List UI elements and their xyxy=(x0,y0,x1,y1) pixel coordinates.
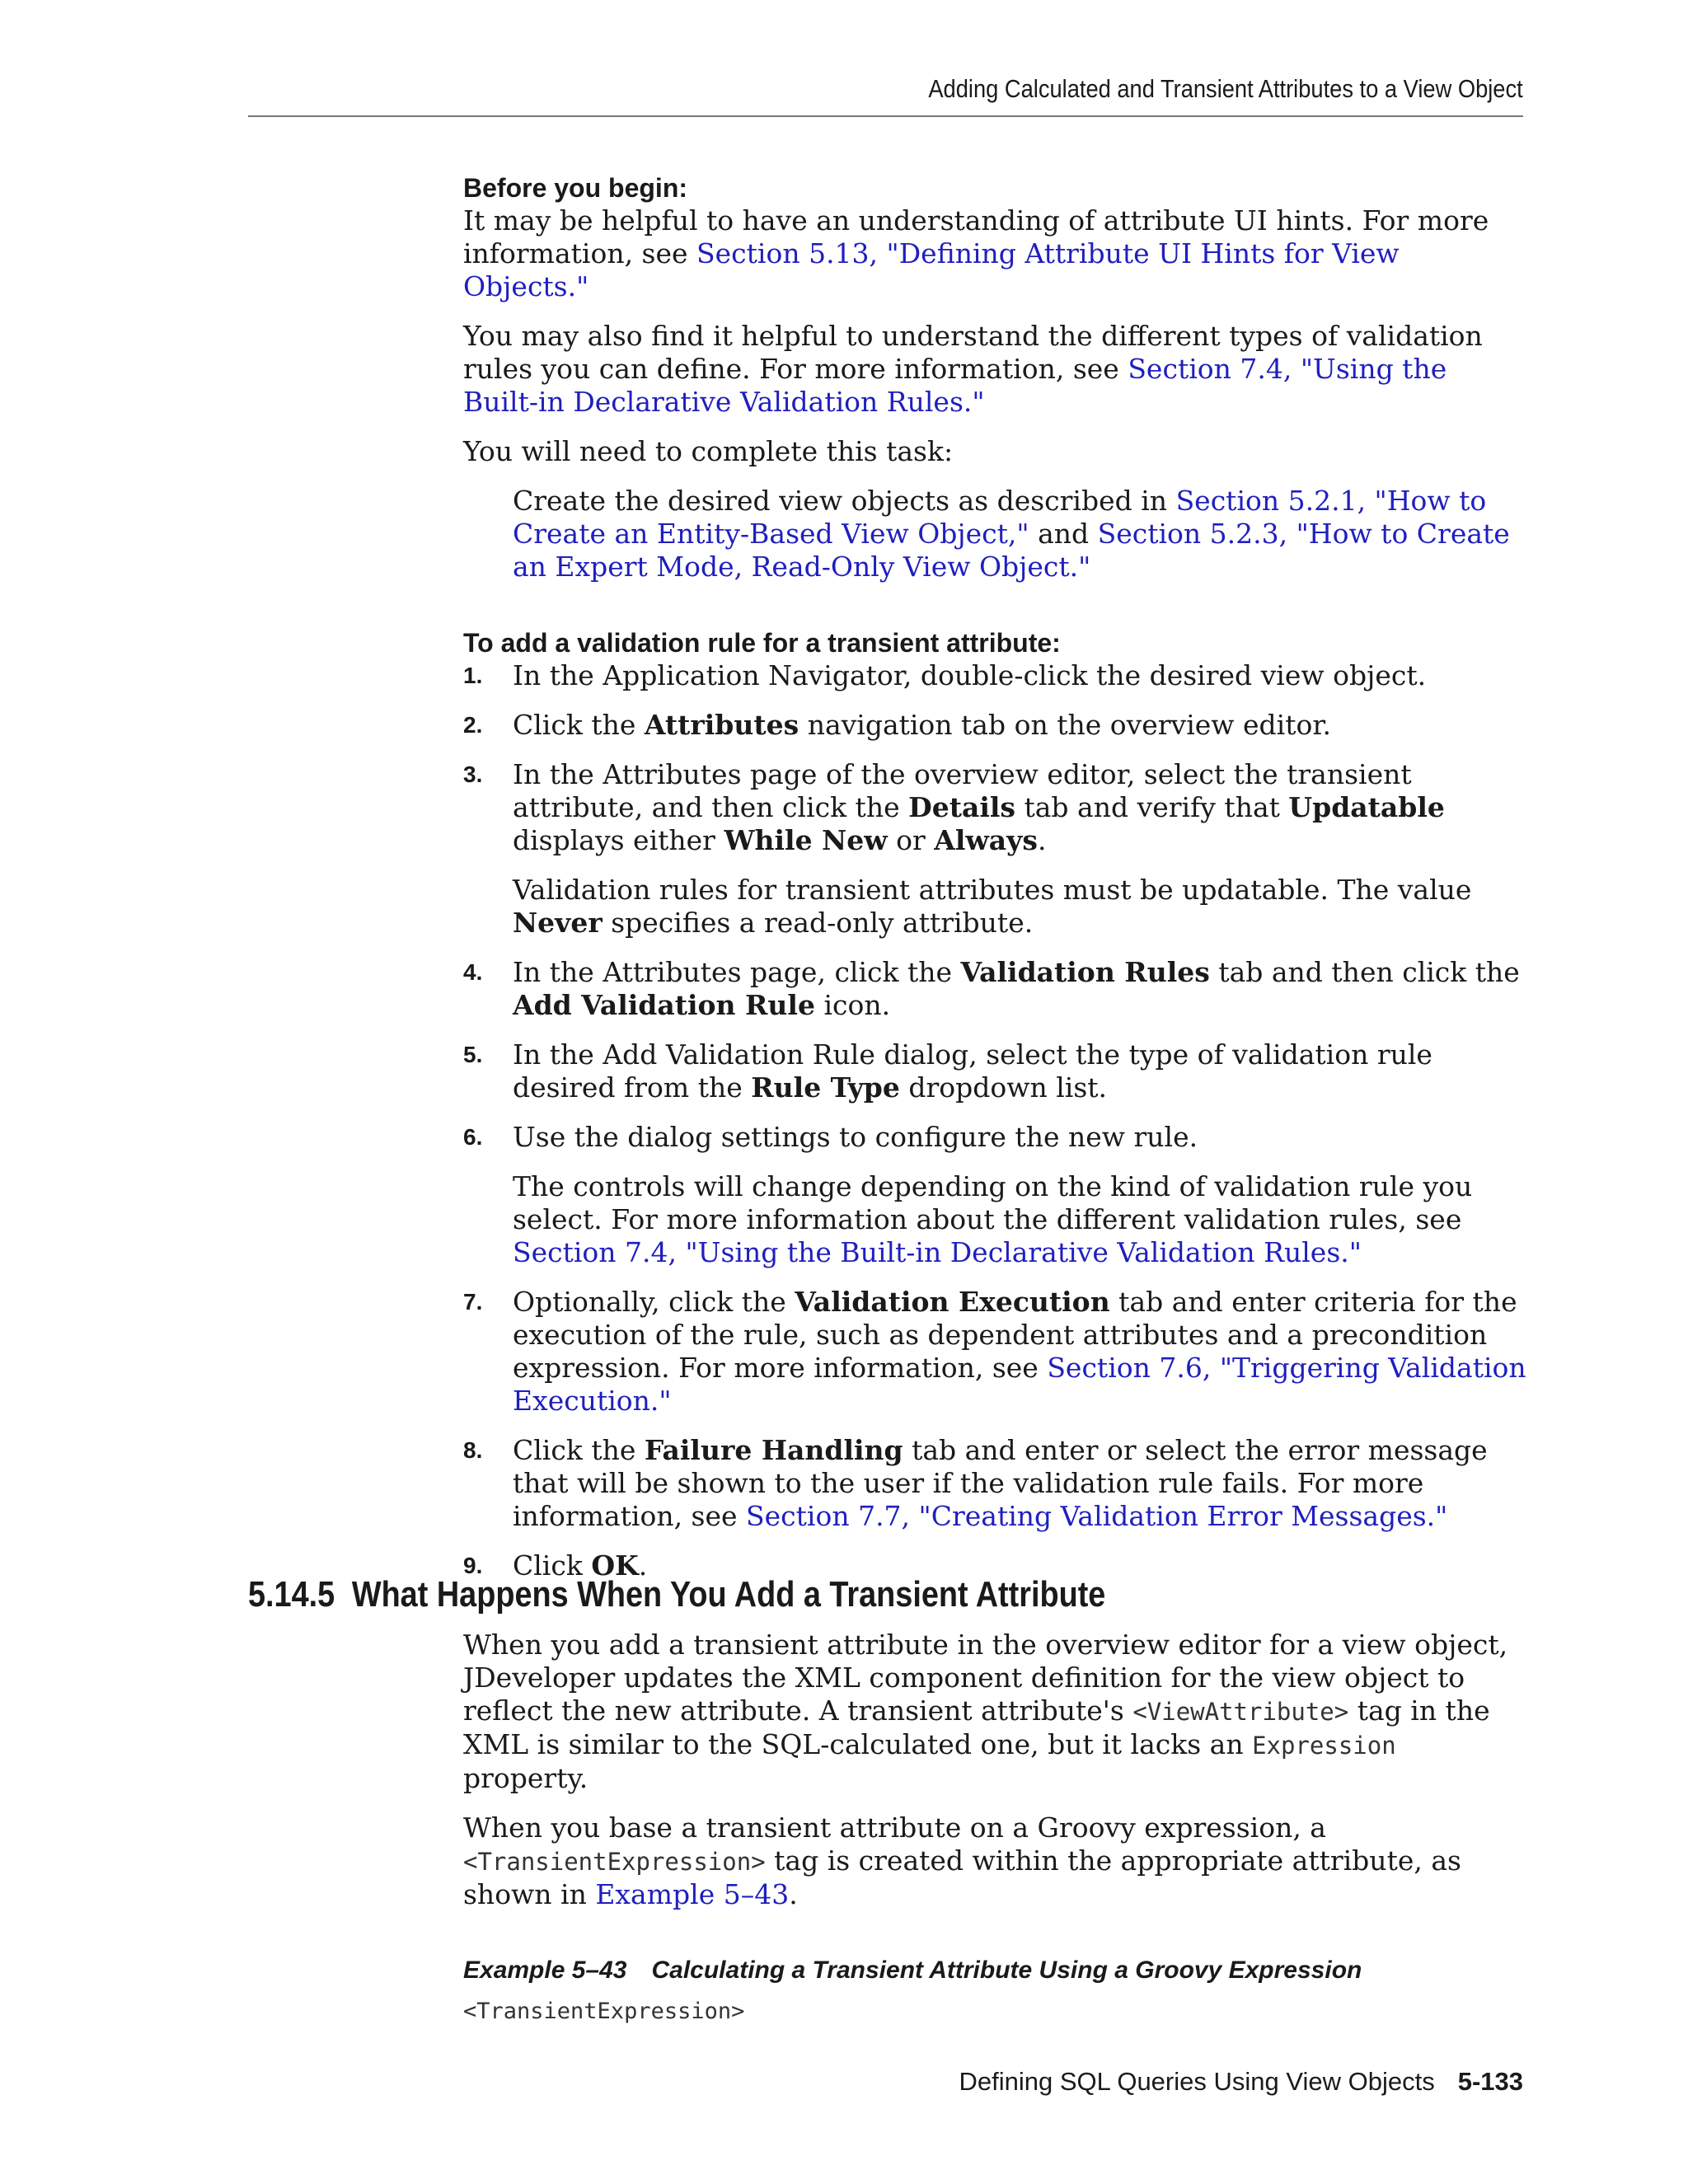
link-section-7-4[interactable]: Section 7.4, "Using the Built-in Declarative Validation Rules." xyxy=(463,353,1447,418)
text: specifies a read-only attribute. xyxy=(602,907,1034,939)
step-number: 5. xyxy=(463,1042,483,1067)
step-number: 6. xyxy=(463,1124,483,1150)
footer-title: Defining SQL Queries Using View Objects xyxy=(959,2067,1435,2096)
text: . xyxy=(1037,824,1047,856)
section-heading xyxy=(248,1574,1105,1615)
ui-term: Failure Handling xyxy=(644,1434,903,1466)
step-text xyxy=(513,1434,1526,1533)
link-section-5-2-3[interactable]: Section 5.2.3, "How to Create an Expert Mode, Read-Only View Object." xyxy=(513,518,1510,583)
link-section-7-7[interactable]: Section 7.7, "Creating Validation Error Messages." xyxy=(746,1500,1448,1532)
running-header: Adding Calculated and Transient Attributes to a View Object xyxy=(928,74,1523,103)
text: In the Attributes page, click the xyxy=(513,956,961,988)
before-p1-text: It may be helpful to have an understanding of attribute UI hints. For more information, see xyxy=(463,204,1489,269)
step-text xyxy=(513,758,1526,857)
text: When you add a transient attribute in the overview editor for a view object, JDeveloper updates the XML component definition for the view object to reflect the new attribute. A transient attribute's xyxy=(463,1629,1508,1727)
step-5 xyxy=(463,1038,1526,1104)
step-6 xyxy=(463,1121,1526,1269)
text: tab and then click the xyxy=(1209,956,1520,988)
code-term: Expression xyxy=(1252,1732,1396,1760)
step-7 xyxy=(463,1286,1526,1418)
ui-term: Add Validation Rule xyxy=(513,989,815,1021)
link-example-5-43[interactable]: Example 5–43 xyxy=(595,1878,790,1910)
step-8 xyxy=(463,1434,1526,1533)
text: tab and enter or select the error message that will be shown to the user if the validation rule fails. For more information, see xyxy=(513,1434,1488,1532)
section-paragraph-2 xyxy=(463,1811,1526,1911)
example-caption xyxy=(463,1954,1526,1987)
text: property. xyxy=(463,1762,588,1794)
header-rule xyxy=(248,115,1523,117)
ui-term: While New xyxy=(724,824,888,856)
text: In the Add Validation Rule dialog, select the type of validation rule desired from the xyxy=(513,1038,1432,1104)
code-term: <ViewAttribute> xyxy=(1132,1698,1349,1726)
step-number: 8. xyxy=(463,1437,483,1463)
task-paragraph xyxy=(513,485,1526,583)
ui-term: Never xyxy=(513,907,603,939)
text: tab and verify that xyxy=(1015,791,1289,823)
before-paragraph-2 xyxy=(463,320,1526,419)
text: tab and enter criteria for the execution of the rule, such as dependent attributes and a precondition expression. For more information, see xyxy=(513,1286,1517,1384)
step-text: In the Application Navigator, double-click the desired view object. xyxy=(513,659,1427,691)
code-example: <TransientExpression> xyxy=(463,1999,745,2024)
step-number: 9. xyxy=(463,1553,483,1578)
before-paragraph-3: You will need to complete this task: xyxy=(463,435,954,467)
step-2 xyxy=(463,709,1526,742)
ui-term: Attributes xyxy=(644,709,799,741)
before-p2-text: You may also find it helpful to understand the different types of validation rules you can define. For more information, see xyxy=(463,320,1483,385)
text: The controls will change depending on the kind of validation rule you select. For more information about the different validation rules, see xyxy=(513,1170,1473,1235)
before-you-begin-heading: Before you begin: xyxy=(463,173,688,203)
before-paragraph-1 xyxy=(463,204,1526,303)
text: . xyxy=(638,1549,648,1582)
text: In the Attributes page of the overview editor, select the transient attribute, and then click the xyxy=(513,758,1412,823)
ui-term: Always xyxy=(934,824,1038,856)
page-footer xyxy=(959,2067,1523,2097)
link-section-5-2-1[interactable]: Section 5.2.1, "How to Create an Entity-Based View Object," xyxy=(513,485,1487,550)
step-number: 7. xyxy=(463,1289,483,1315)
text: tag is created within the appropriate attribute, as shown in xyxy=(463,1844,1461,1910)
step-text xyxy=(513,1286,1526,1418)
step-1 xyxy=(463,659,1526,692)
section-body xyxy=(463,1629,1526,2024)
ui-term: Details xyxy=(908,791,1015,823)
text: or xyxy=(887,824,935,856)
text: tag in the XML is similar to the SQL-calculated one, but it lacks an xyxy=(463,1694,1490,1760)
text: Validation rules for transient attributes must be updatable. The value xyxy=(513,874,1472,906)
link-section-5-13[interactable]: Section 5.13, "Defining Attribute UI Hints for View Objects." xyxy=(463,237,1400,302)
link-section-7-6[interactable]: Section 7.6, "Triggering Validation Execution." xyxy=(513,1352,1526,1417)
ui-term: Validation Rules xyxy=(960,956,1210,988)
task-mid-text: and xyxy=(1029,518,1098,550)
text: Click the xyxy=(513,709,645,741)
page-number: 5-133 xyxy=(1457,2067,1523,2096)
text: displays either xyxy=(513,824,724,856)
text: When you base a transient attribute on a Groovy expression, a xyxy=(463,1811,1326,1844)
ui-term: Validation Execution xyxy=(795,1286,1110,1318)
code-term: <TransientExpression> xyxy=(463,1848,766,1876)
ui-term: Rule Type xyxy=(751,1071,900,1104)
step-4 xyxy=(463,956,1526,1022)
section-number: 5.14.5 xyxy=(248,1574,335,1615)
ui-term: Updatable xyxy=(1288,791,1445,823)
link-section-7-4-step[interactable]: Section 7.4, "Using the Built-in Declarative Validation Rules." xyxy=(513,1236,1362,1268)
text: Click the xyxy=(513,1434,645,1466)
step-number: 3. xyxy=(463,762,483,787)
step-number: 2. xyxy=(463,712,483,738)
step-3 xyxy=(463,758,1526,940)
procedure-heading: To add a validation rule for a transient attribute: xyxy=(463,628,1061,658)
text: navigation tab on the overview editor. xyxy=(799,709,1331,741)
example-title: Calculating a Transient Attribute Using a Groovy Expression xyxy=(651,1957,1362,1984)
example-number: Example 5–43 xyxy=(463,1957,627,1984)
text: dropdown list. xyxy=(899,1071,1108,1104)
text: Optionally, click the xyxy=(513,1286,795,1318)
section-title: What Happens When You Add a Transient Attribute xyxy=(351,1574,1106,1615)
step-text: Use the dialog settings to configure the new rule. xyxy=(513,1121,1198,1153)
section-paragraph-1 xyxy=(463,1629,1526,1795)
ui-term: OK xyxy=(591,1549,639,1582)
step-number: 1. xyxy=(463,663,483,688)
step-note xyxy=(513,1170,1526,1269)
procedure-steps xyxy=(463,659,1526,1582)
text: Click xyxy=(513,1549,592,1582)
task-pre-text: Create the desired view objects as described in xyxy=(513,485,1176,517)
step-number: 4. xyxy=(463,959,483,985)
step-text xyxy=(513,1038,1526,1104)
text: . xyxy=(789,1878,798,1910)
step-text xyxy=(513,709,1526,742)
step-text xyxy=(513,956,1526,1022)
main-content xyxy=(463,171,1526,1599)
step-note xyxy=(513,874,1526,940)
text: icon. xyxy=(814,989,891,1021)
